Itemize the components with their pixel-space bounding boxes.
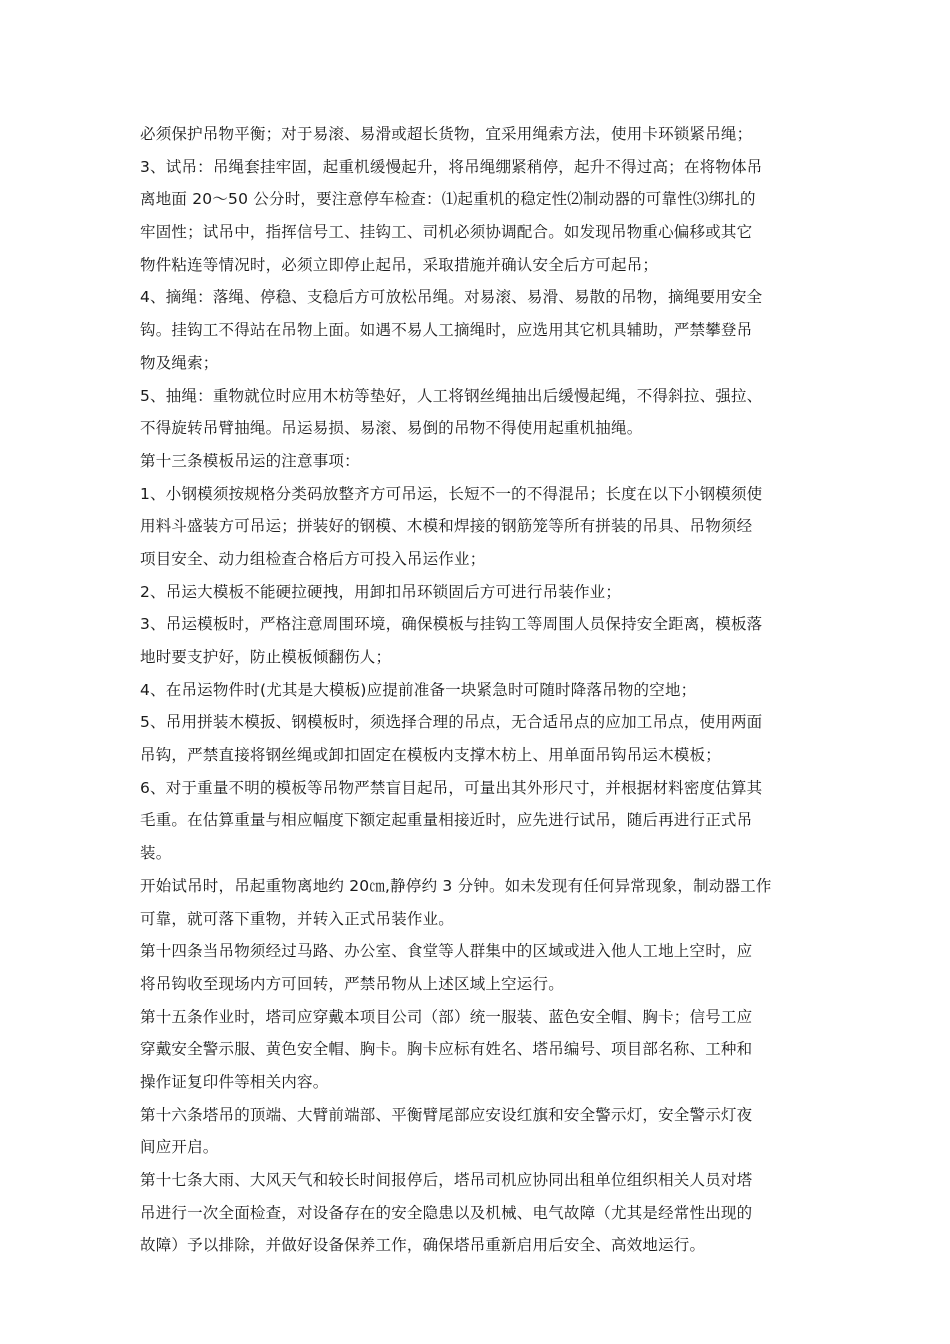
text-line: 开始试吊时，吊起重物离地约 20㎝,静停约 3 分钟。如未发现有任何异常现象，制动器工作 [140, 876, 772, 895]
text-line: 吊钩，严禁直接将钢丝绳或卸扣固定在模板内支撑木枋上、用单面吊钩吊运木模板； [140, 746, 721, 765]
text-line: 穿戴安全警示服、黄色安全帽、胸卡。胸卡应标有姓名、塔吊编号、项目部名称、工种和 [140, 1040, 753, 1059]
text-line: 5、抽绳：重物就位时应用木枋等垫好，人工将钢丝绳抽出后缓慢起绳，不得斜拉、强拉、 [140, 386, 763, 405]
text-line: 离地面 20～50 公分时，要注意停车检查：⑴起重机的稳定性⑵制动器的可靠性⑶绑扎的 [140, 190, 756, 209]
text-line: 毛重。在估算重量与相应幅度下额定起重量相接近时，应先进行试吊，随后再进行正式吊 [140, 811, 753, 830]
text-line: 物及绳索； [140, 353, 219, 372]
text-line: 3、吊运模板时，严格注意周围环境，确保模板与挂钩工等周围人员保持安全距离，模板落 [140, 615, 763, 634]
text-line: 地时要支护好，防止模板倾翻伤人； [140, 648, 392, 666]
text-line: 4、摘绳：落绳、停稳、支稳后方可放松吊绳。对易滚、易滑、易散的吊物，摘绳要用安全 [140, 288, 763, 307]
text-line: 用料斗盛装方可吊运；拼装好的钢模、木模和焊接的钢筋笼等所有拼装的吊具、吊物须经 [140, 517, 753, 536]
text-line: 1、小钢模须按规格分类码放整齐方可吊运，长短不一的不得混吊；长度在以下小钢模须使 [140, 484, 763, 503]
text-line: 钩。挂钩工不得站在吊物上面。如遇不易人工摘绳时，应选用其它机具辅助，严禁攀登吊 [140, 321, 753, 340]
text-line: 将吊钩收至现场内方可回转，严禁吊物从上述区域上空运行。 [140, 974, 564, 993]
text-line: 操作证复印件等相关内容。 [140, 1072, 329, 1091]
text-line: 第十三条模板吊运的注意事项： [140, 451, 360, 470]
text-line: 第十六条塔吊的顶端、大臂前端部、平衡臂尾部应安设红旗和安全警示灯，安全警示灯夜 [140, 1105, 753, 1124]
text-line: 装。 [140, 844, 172, 863]
text-line: 项目安全、动力组检查合格后方可投入吊运作业； [140, 549, 486, 568]
text-line: 3、试吊：吊绳套挂牢固，起重机缓慢起升，将吊绳绷紧稍停，起升不得过高；在将物体吊 [140, 157, 763, 176]
text-line: 可靠，就可落下重物，并转入正式吊装作业。 [140, 909, 455, 928]
document-body [140, 118, 820, 1262]
text-line: 故障）予以排除，并做好设备保养工作，确保塔吊重新启用后安全、高效地运行。 [140, 1236, 706, 1255]
text-line: 第十七条大雨、大风天气和较长时间报停后，塔吊司机应协同出租单位组织相关人员对塔 [140, 1171, 753, 1189]
text-line: 间应开启。 [140, 1138, 219, 1157]
text-line: 第十五条作业时，塔司应穿戴本项目公司（部）统一服装、蓝色安全帽、胸卡；信号工应 [140, 1007, 753, 1026]
text-line: 物件粘连等情况时，必须立即停止起吊，采取措施并确认安全后方可起吊； [140, 255, 659, 274]
text-line: 4、在吊运物件时(尤其是大模板)应提前准备一块紧急时可随时降落吊物的空地； [140, 680, 697, 699]
text-line: 6、对于重量不明的模板等吊物严禁盲目起吊，可量出其外形尺寸，并根据材料密度估算其 [140, 778, 763, 797]
text-line: 牢固性；试吊中，指挥信号工、挂钩工、司机必须协调配合。如发现吊物重心偏移或其它 [140, 223, 753, 242]
text-line: 2、吊运大模板不能硬拉硬拽，用卸扣吊环锁固后方可进行吊装作业； [140, 582, 622, 601]
text-line: 不得旋转吊臂抽绳。吊运易损、易滚、易倒的吊物不得使用起重机抽绳。 [140, 419, 643, 438]
text-line: 吊进行一次全面检查，对设备存在的安全隐患以及机械、电气故障（尤其是经常性出现的 [140, 1203, 753, 1222]
text-line: 5、吊用拼装木模扳、钢模板时，须选择合理的吊点，无合适吊点的应加工吊点，使用两面 [140, 713, 763, 732]
text-line: 必须保护吊物平衡；对于易滚、易滑或超长货物，宜采用绳索方法，使用卡环锁紧吊绳； [140, 125, 753, 143]
text-line: 第十四条当吊物须经过马路、办公室、食堂等人群集中的区域或进入他人工地上空时，应 [140, 942, 753, 961]
